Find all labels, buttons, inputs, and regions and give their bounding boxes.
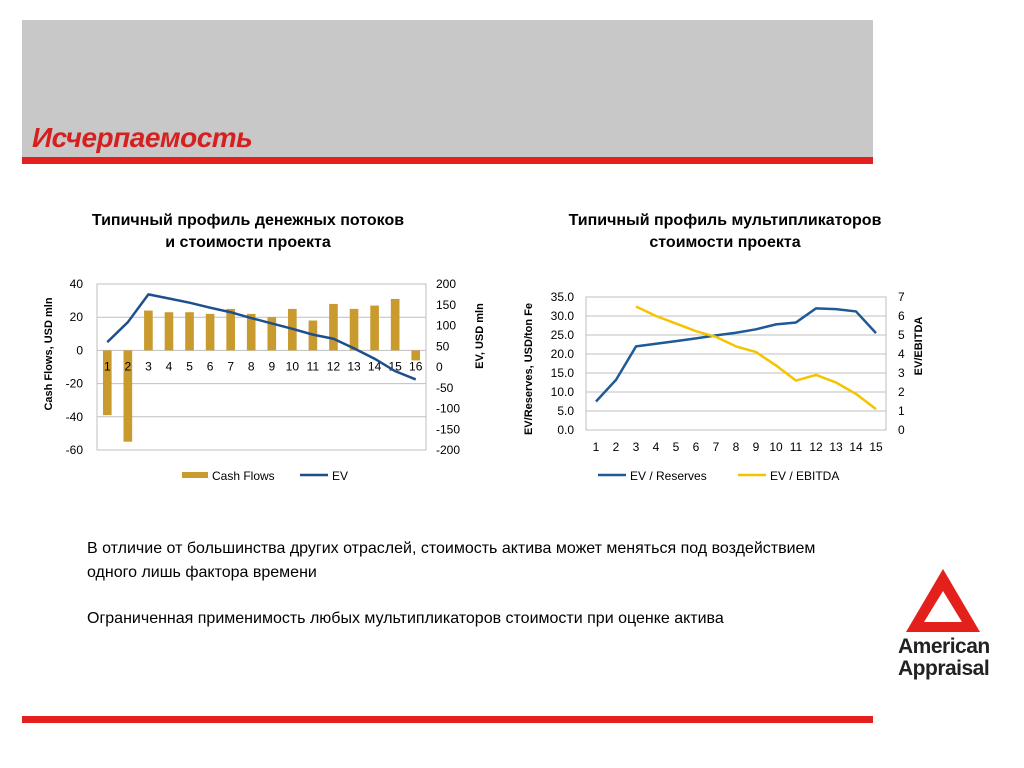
chart2-xtick-label: 2	[612, 440, 620, 454]
logo-triangle-icon	[903, 566, 983, 638]
chart1-ytick-label: 20	[69, 310, 83, 325]
chart2-y2tick-label: 1	[898, 404, 905, 418]
chart1-xtick-label: 2	[124, 359, 132, 374]
paragraph-2: Ограниченная применимость любых мультипликаторов стоимости при оценке актива	[87, 610, 724, 627]
chart1-ylabel: Cash Flows, USD mln	[43, 297, 55, 411]
chart1-bar	[144, 311, 153, 351]
chart1-y2tick-label: 0	[436, 360, 443, 374]
chart2-ytick-label: 30.0	[550, 309, 574, 323]
chart1-xticks	[104, 359, 423, 373]
chart2-xtick-label: 10	[769, 440, 783, 454]
chart1-y2tick-label: -50	[436, 380, 454, 395]
chart1-xtick-label: 3	[145, 359, 152, 374]
chart1-legend	[182, 469, 348, 483]
chart2-grid	[586, 297, 886, 430]
chart1-ytick-label: 0	[76, 343, 83, 358]
chart1-xtick-label: 15	[388, 359, 402, 374]
chart1-y2tick-label: 200	[436, 277, 457, 291]
chart1-ytick-label: 40	[69, 277, 83, 291]
chart2-xtick-label: 3	[632, 440, 640, 454]
chart1-bar	[370, 306, 379, 351]
chart2-legend	[598, 469, 839, 483]
chart2-xtick-label: 5	[672, 440, 680, 454]
chart2-xtick-label: 13	[829, 440, 843, 454]
chart2-y2tick-label: 3	[898, 366, 905, 380]
chart2-lines	[596, 306, 876, 409]
chart2-xtick-label: 1	[592, 440, 600, 454]
chart2-yticks	[551, 290, 575, 437]
chart2-ytick-label: 20.0	[550, 347, 574, 361]
chart2-ebitda-line	[636, 307, 876, 410]
chart2-y2tick-label: 5	[898, 328, 905, 342]
chart2-ytick-label: 5.0	[557, 404, 574, 418]
chart1-bar	[226, 309, 235, 351]
chart1-y2tick-label: -200	[436, 443, 461, 457]
chart2-y2tick-label: 6	[898, 309, 905, 323]
chart2-y2tick-label: 7	[898, 290, 905, 304]
chart1-y2tick-label: 100	[436, 318, 457, 333]
chart2-ytick-label: 15.0	[550, 366, 574, 380]
chart1-xtick-label: 7	[227, 359, 234, 374]
chart2-ytick-label: 0.0	[557, 423, 574, 437]
chart2-legend-label-ebitda: EV / EBITDA	[770, 469, 840, 483]
chart1-xtick-label: 16	[409, 359, 423, 374]
chart1-xtick-label: 4	[165, 359, 173, 374]
paragraph-1: В отличие от большинства других отраслей, стоимость актива может меняться под воздействием одного лишь фактора времени	[87, 540, 816, 581]
chart2-xtick-label: 14	[849, 440, 863, 454]
chart1-bar	[329, 304, 338, 350]
logo-line-2: Appraisal	[898, 657, 990, 680]
chart1-xtick-label: 5	[186, 359, 193, 374]
top-divider	[22, 157, 873, 164]
chart1-xtick-label: 11	[306, 359, 320, 374]
chart2	[520, 284, 930, 490]
chart2-xtick-label: 15	[869, 440, 883, 454]
chart2-reserves-line	[596, 308, 876, 401]
chart1-yticks	[66, 277, 84, 457]
chart1-y2ticks	[436, 277, 460, 457]
chart1-legend-label-ev: EV	[332, 469, 349, 483]
bottom-divider	[22, 716, 873, 723]
chart1-bar	[350, 309, 359, 351]
chart1-xtick-label: 13	[347, 359, 361, 374]
chart1-y2label: EV, USD mln	[474, 303, 486, 369]
chart2-ytick-label: 35.0	[550, 290, 574, 304]
chart1-xtick-label: 9	[268, 359, 276, 374]
chart2-xticks	[593, 440, 883, 454]
chart1-xtick-label: 10	[285, 359, 300, 374]
chart2-y2tick-label: 4	[898, 347, 905, 361]
chart2-ytick-label: 10.0	[550, 385, 574, 399]
slide-title: Исчерпаемость	[32, 122, 253, 153]
chart1-xtick-label: 12	[326, 359, 341, 374]
chart2-xtick-label: 4	[652, 440, 660, 454]
chart1	[36, 270, 506, 490]
chart1-y2tick-label: 150	[436, 297, 457, 312]
chart1-legend-label-cashflows: Cash Flows	[212, 469, 275, 483]
chart1-xtick-label: 1	[103, 359, 111, 374]
chart2-title: Типичный профиль мультипликаторов стоимости проекта	[568, 212, 882, 251]
chart2-xtick-label: 7	[712, 440, 720, 454]
chart1-bar	[391, 299, 400, 350]
chart2-xtick-label: 9	[752, 440, 760, 454]
chart2-plot-area	[586, 297, 886, 430]
chart2-y2label: EV/EBITDA	[913, 316, 925, 376]
chart1-xtick-label: 14	[367, 359, 382, 374]
chart1-xtick-label: 6	[206, 359, 214, 374]
chart1-title: Типичный профиль денежных потоков и стоимости проекта	[91, 212, 405, 251]
chart1-ytick-label: -40	[65, 409, 83, 424]
chart1-bar	[206, 314, 215, 351]
chart2-legend-label-reserves: EV / Reserves	[630, 469, 707, 483]
chart2-xtick-label: 8	[732, 440, 740, 454]
chart2-xtick-label: 11	[789, 440, 803, 454]
header-banner	[22, 20, 873, 157]
chart2-xtick-label: 12	[809, 440, 823, 454]
chart1-ytick-label: -60	[65, 443, 83, 457]
logo-line-1: American	[898, 635, 990, 658]
chart1-y2tick-label: -150	[436, 422, 461, 437]
chart1-bar	[165, 312, 174, 350]
chart2-y2ticks	[898, 290, 905, 437]
american-appraisal-logo	[898, 566, 1010, 686]
chart2-ytick-label: 25.0	[550, 328, 574, 342]
chart1-legend-swatch-cashflows	[182, 472, 208, 478]
chart1-xtick-label: 8	[247, 359, 255, 374]
chart1-ytick-label: -20	[65, 376, 83, 391]
chart1-y2tick-label: -100	[436, 401, 461, 416]
chart2-xtick-label: 6	[692, 440, 700, 454]
chart1-y2tick-label: 50	[436, 339, 450, 354]
chart2-ylabel: EV/Reserves, USD/ton Fe	[523, 302, 535, 436]
chart2-y2tick-label: 0	[898, 423, 905, 437]
chart1-bar	[185, 312, 194, 350]
chart2-y2tick-label: 2	[898, 385, 905, 399]
